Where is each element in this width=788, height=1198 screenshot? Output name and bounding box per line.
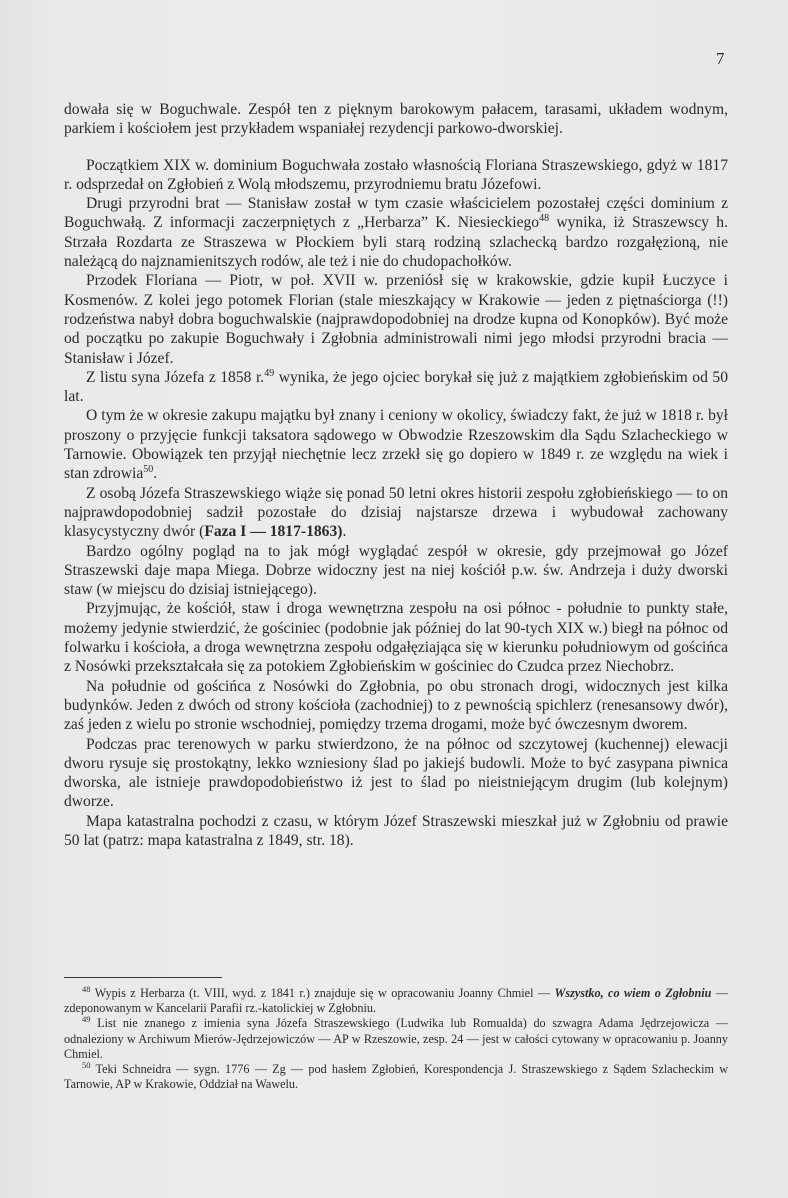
paragraph (64, 812, 728, 851)
footnote-text: Teki Schneidra — sygn. 1776 — Zg — pod hasłem Zgłobień, Korespondencja J. Straszewskiego z Sądem Szlacheckim w Tarnowie, AP w Krakowie, Oddział na Wawelu. (64, 1062, 728, 1092)
paragraph-gap (64, 139, 728, 156)
page-number: 7 (716, 49, 725, 68)
paragraph-text: Na południe od gościńca z Nosówki do Zgłobnia, po obu stronach drogi, widocznych jest kilka budynków. Jeden z dwóch od strony kościoła (zachodniej) to z pewnością spichlerz (renesansowy dwór), zaś jeden z wielu po stronie wschodniej, pomiędzy trzema drogami, może być ówczesnym dworem. (64, 677, 728, 734)
paragraph-text: Bardzo ogólny pogląd na to jak mógł wyglądać zespół w okresie, gdy przejmował go Józef Straszewski daje mapa Miega. Dobrze widoczny jest na niej kościół p.w. św. Andrzeja i duży dworski staw (w miejscu do dzisiaj istniejącego). (64, 542, 728, 599)
paragraph-text: Przyjmując, że kościół, staw i droga wewnętrzna zespołu na osi północ - południe to punkty stałe, możemy jedynie stwierdzić, że gościniec (podobnie jak później do lat 90-tych XIX w.) biegł na północ od folwarku i kościoła, a droga wewnętrzna zespołu odgałęziająca się w kierunku południowym od gościńca z Nosówki przekształcała się za potokiem Zgłobieńskim w gościniec do Czudca przez Niechobrz. (64, 600, 728, 676)
footnote-text: Wypis z Herbarza (t. VIII, wyd. z 1841 r.) znajduje się w opracowaniu Joanny Chmiel — (94, 986, 555, 1000)
paragraph (64, 156, 728, 195)
paragraph (64, 599, 728, 676)
paragraph-text: . (153, 465, 158, 483)
footnote-text: List nie znanego z imienia syna Józefa Straszewskiego (Ludwika lub Romualda) do szwagra Adama Jędrzejowicza — odnaleziony w Archiwum Mierów-Jędrzejowiczów — AP w Rzeszowie, zesp. 24 — jest w całości cytowany w opracowaniu p. Joanny Chmiel. (64, 1016, 729, 1061)
footnote-ref: 48 (539, 213, 550, 225)
footnote (64, 1016, 728, 1062)
paragraph-text: dowała się w Boguchwale. Zespół ten z pięknym barokowym pałacem, tarasami, układem wodnym, parkiem i kościołem jest przykładem wspaniałej rezydencji parkowo-dworskiej. (64, 101, 728, 138)
paragraph-text: Mapa katastralna pochodzi z czasu, w którym Józef Straszewski mieszkał już w Zgłobniu od prawie 50 lat (patrz: mapa katastralna z 1849, str. 18). (64, 812, 728, 849)
paragraph (64, 100, 728, 139)
footnote (64, 986, 728, 1016)
footnote-ref: 50 (143, 464, 154, 476)
footnote-number: 49 (82, 1014, 91, 1025)
footnotes (64, 986, 728, 1092)
paragraph (64, 484, 728, 542)
paragraph-text: wynika, iż Straszewscy h. Strzała Rozdarta ze Straszewa w Płockiem byli starą rodziną szlachecką bardzo rozgałęzioną, nie należącą do najznamienitszych rodów, ale też i nie do chudopachołków. (64, 214, 728, 271)
paragraph-text: Drugi przyrodni brat — Stanisław został w tym czasie właścicielem pozostałej części dominium z Boguchwałą. Z informacji zaczerpniętych z „Herbarza” K. Niesieckiego (64, 195, 728, 232)
paragraph (64, 406, 728, 483)
paragraph-text: Z osobą Józefa Straszewskiego wiąże się ponad 50 letni okres historii zespołu zgłobieńskiego — to on najprawdopodobniej sadził pozostałe do dzisiaj najstarsze drzewa i wybudował zachowany klasycystyczny dwór ( (64, 484, 728, 541)
footnote-number: 50 (82, 1060, 91, 1071)
footnote-divider (64, 977, 222, 978)
footnote-number: 48 (82, 984, 91, 994)
paragraph-text: wynika, że jego ojciec borykał się już z majątkiem zgłobieńskim od 50 lat. (64, 368, 728, 406)
paragraph-text: Podczas prac terenowych w parku stwierdzono, że na północ od szczytowej (kuchennej) elewacji dworu rysuje się prostokątny, lekko wzniesiony ślad po jakiejś budowli. Może to być zasypana piwnica dworska, ale istnieje prawdopodobieństwo iż jest to ślad po nieistniejącym drugim (lub kolejnym) dworze. (64, 735, 728, 811)
footnote-title: Wszystko, co wiem o Zgłobniu (554, 986, 712, 1000)
paragraph (64, 542, 728, 600)
paragraph (64, 194, 728, 271)
paragraph-text: Przodek Floriana — Piotr, w poł. XVII w. przeniósł się w krakowskie, gdzie kupił Łuczyce i Kosmenów. Z kolei jego potomek Florian (stale mieszkający w Krakowie — jeden z piętnaściorga (!!) rodzeństwa nabył dobra boguchwalskie (najprawdopodobniej na drodze kupna od Konopków). Być może od początku po zakupie Boguchwały i Zgłobnia administrowali nimi jego młodsi przyrodni bracia — Stanisław i Józef. (64, 272, 728, 367)
paragraph (64, 677, 728, 735)
paragraph-text: Początkiem XIX w. dominium Boguchwała zostało własnością Floriana Straszewskiego, gdyż w 1817 r. odsprzedał on Zgłobień z Wolą młodszemu, przyrodniemu bratu Józefowi. (64, 156, 728, 193)
paragraph-text: O tym że w okresie zakupu majątku był znany i ceniony w okolicy, świadczy fakt, że już w 1818 r. był proszony o przyjęcie funkcji taksatora sądowego w Obwodzie Rzeszowskim dla Sądu Szlacheckiego w Tarnowie. Obowiązek ten przyjął niechętnie lecz zrzekł się go dopiero w 1849 r. ze względu na wiek i stan zdrowia (64, 407, 728, 483)
footnote-ref: 49 (264, 367, 275, 379)
paragraph-text: . (342, 523, 347, 541)
footnote-text: — zdeponowanym w Kancelarii Parafii rz.-katolickiej w Zgłobniu. (64, 986, 729, 1016)
paragraph (64, 735, 728, 812)
paragraph (64, 271, 728, 367)
main-text (64, 100, 728, 850)
paragraph-text: Z listu syna Józefa z 1858 r. (86, 368, 265, 386)
phase-label: Faza I — 1817-1863) (204, 523, 343, 541)
footnote (64, 1062, 728, 1092)
paragraph (64, 368, 728, 407)
